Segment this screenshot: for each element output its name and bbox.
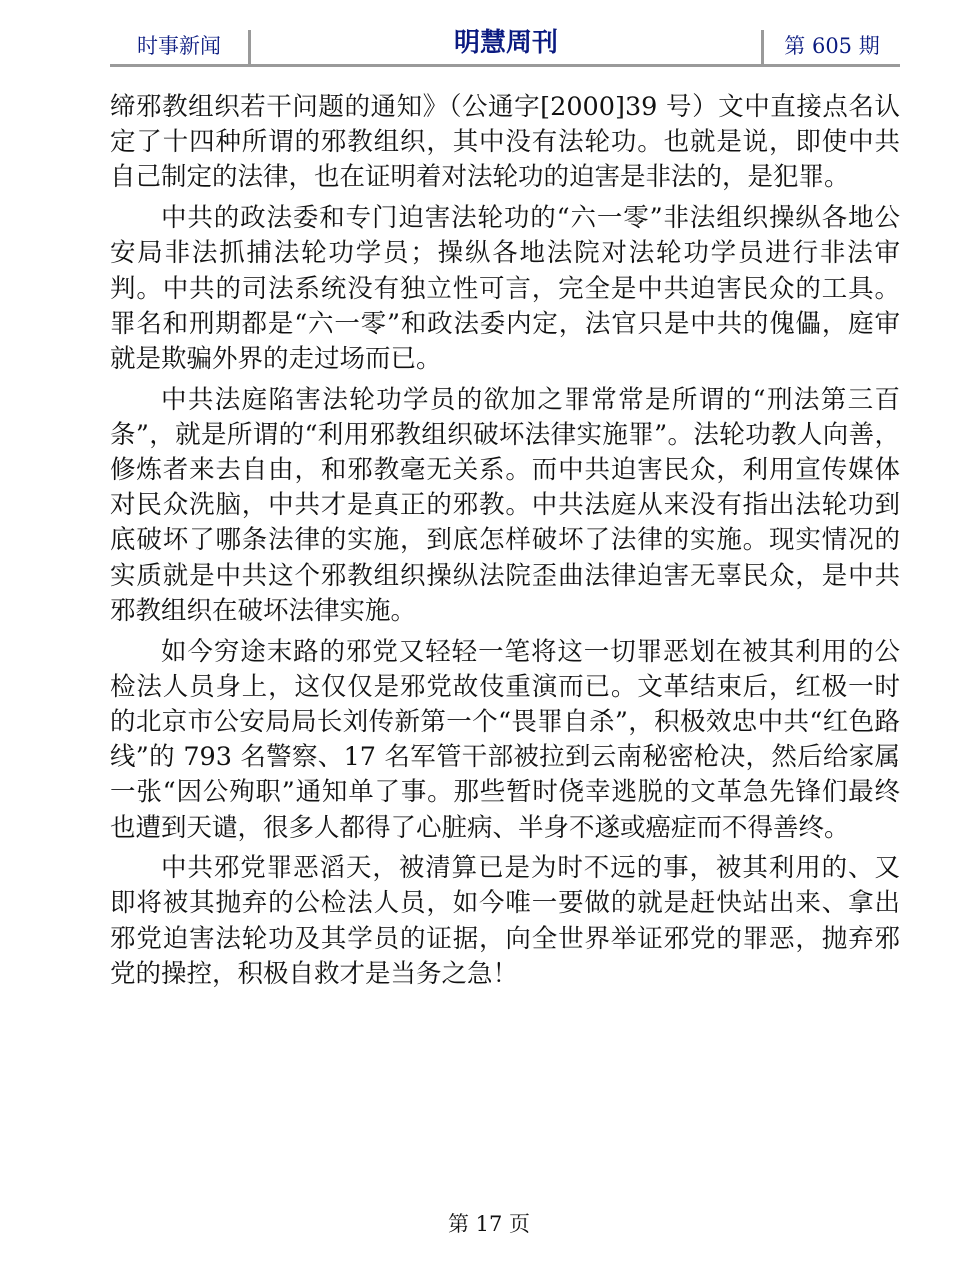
page-number: 第 17 页: [447, 1212, 531, 1236]
header-divider-left: [248, 30, 251, 66]
page-header: [110, 24, 900, 66]
section-label: 时事新闻: [137, 34, 221, 58]
paragraph: 中共的政法委和专门迫害法轮功的“六一零”非法组织操纵各地公安局非法抓捕法轮功学员；操纵各地法院对法轮功学员进行非法审判。中共的司法系统没有独立性可言，完全是中共迫害民众的工具。罪名和刑期都是“六一零”和政法委内定，法官只是中共的傀儡，庭审就是欺骗外界的走过场而已。: [110, 203, 900, 374]
issue-number: 第 605 期: [784, 34, 880, 58]
paragraph-continued: 缔邪教组织若干问题的通知》（公通字[2000]39 号）文中直接点名认定了十四种所谓的邪教组织，其中没有法轮功。也就是说，即使中共自己制定的法律，也在证明着对法轮功的迫害是非法的，是犯罪。: [110, 92, 900, 193]
header-rule: [110, 64, 900, 67]
paragraph: 中共邪党罪恶滔天，被清算已是为时不远的事，被其利用的、又即将被其抛弃的公检法人员，如今唯一要做的就是赶快站出来、拿出邪党迫害法轮功及其学员的证据，向全世界举证邪党的罪恶，抛弃邪党的操控，积极自救才是当务之急！: [110, 853, 900, 989]
publication-title: 明慧周刊: [453, 28, 558, 58]
article-body: [110, 90, 900, 998]
paragraph: 如今穷途末路的邪党又轻轻一笔将这一切罪恶划在被其利用的公检法人员身上，这仅仅是邪党故伎重演而已。文革结束后，红极一时的北京市公安局局长刘传新第一个“畏罪自杀”，积极效忠中共“红色路线”的 793 名警察、17 名军管干部被拉到云南秘密枪决，然后给家属一张“因公殉职”通知单了事。那些暂时侥幸逃脱的文革急先锋们最终也遭到天谴，很多人都得了心脏病、半身不遂或癌症而不得善终。: [110, 636, 900, 843]
paragraph: 中共法庭陷害法轮功学员的欲加之罪常常是所谓的“刑法第三百条”，就是所谓的“利用邪教组织破坏法律实施罪”。法轮功教人向善，修炼者来去自由，和邪教毫无关系。而中共迫害民众，利用宣传媒体对民众洗脑，中共才是真正的邪教。中共法庭从来没有指出法轮功到底破坏了哪条法律的实施，到底怎样破坏了法律的实施。现实情况的实质就是中共这个邪教组织操纵法院歪曲法律迫害无辜民众，是中共邪教组织在破坏法律实施。: [110, 384, 900, 626]
